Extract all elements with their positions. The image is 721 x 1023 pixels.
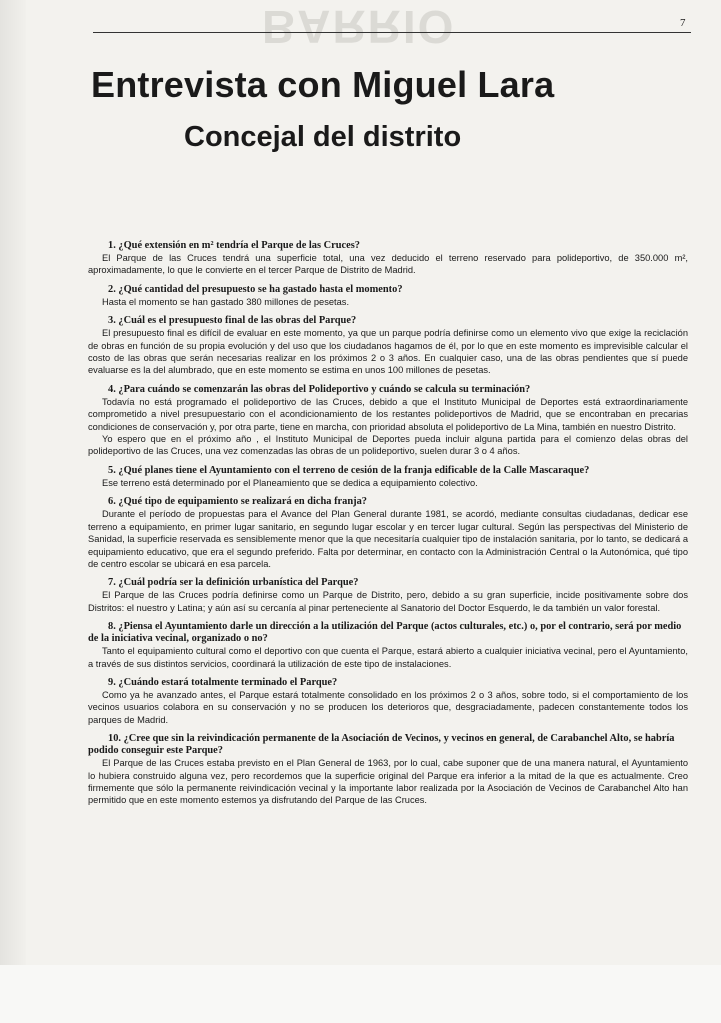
qa-item-9 bbox=[88, 677, 688, 726]
answer-7: El Parque de las Cruces podría definirse como un Parque de Distrito, pero, debido a su gran superficie, incide positivamente sobre dos Distritos: el nuestro y Latina; y aún así su cercanía al pinar perteneciente al Sanatorio del Doctor Esquerdo, le da también un valor forestal. bbox=[88, 590, 688, 613]
question-3: 3. ¿Cuál es el presupuesto final de las obras del Parque? bbox=[108, 315, 357, 327]
answer-2: Hasta el momento se han gastado 380 millones de pesetas. bbox=[102, 296, 350, 307]
answer-3: El presupuesto final es difícil de evaluar en este momento, ya que un parque podría definirse como un elemento vivo que exige la reciclación de obras en función de su propia evolución y del uso que los ciudadanos hagamos de él, por lo que en este momento es imprevisible calcular el costo de las obras que serán necesarias realizar en los próximos 2 o 3 años. En cualquier caso, una de las obras pendientes que sí puede evaluarse es la del alumbrado, que en este momento se estima en unos 100 millones de pesetas. bbox=[88, 328, 688, 376]
answer-1: El Parque de las Cruces tendrá una superficie total, una vez deducido el terreno reservado para polideportivo, de 350.000 m², aproximadamente, lo que le convierte en el tercer Parque de Distrito de Madrid. bbox=[88, 253, 688, 276]
qa-item-5 bbox=[88, 465, 688, 489]
article-subtitle: Concejal del distrito bbox=[184, 121, 462, 153]
qa-item-8 bbox=[88, 621, 688, 670]
qa-item-6 bbox=[88, 496, 688, 570]
question-1: 1. ¿Qué extensión en m² tendría el Parque de las Cruces? bbox=[108, 240, 360, 251]
bleed-through-ghost-text: BARRIO bbox=[262, 1, 456, 53]
page-number: 7 bbox=[680, 17, 686, 29]
answer-6: Durante el período de propuestas para el Avance del Plan General durante 1981, se acordó, mediante consultas ciudadanas, dedicar ese terreno a equipamiento, en primer lugar sanitario, en segundo lugar escolar y en tercer lugar cultural. Según las perspectivas del Ministerio de Sanidad, la superficie reservada es sensiblemente menor que la que necesitaría cualquier tipo de instalación sanitaria, por lo tanto, se dedicará a equipamiento educativo, que era el segundo preferido. Falta por determinar, en contacto con la Administración Central o la Autonómica, qué tipo de centro escolar se ubicará en esa parcela. bbox=[88, 509, 688, 569]
answer-4-paragraph-1: Todavía no está programado el polideportivo de las Cruces, debido a que el Instituto Municipal de Deportes está extraordinariamente comprometido a nivel presupuestario con el acondicionamiento de los restantes polideportivos de Madrid, que se encontraban en precarias condiciones de conservación y, por otra parte, tiene en marcha, con prioridad absoluta el polideportivo de La Mina, también en nuestro Distrito. bbox=[88, 396, 688, 432]
answer-9: Como ya he avanzado antes, el Parque estará totalmente consolidado en los próximos 2 o 3 años, sobre todo, si el comportamiento de los vecinos usuarios colabora en su conservación y no se producen los deterioros que, desgraciadamente, padecen constantemente todos los parques de Madrid. bbox=[88, 689, 688, 725]
question-8: 8. ¿Piensa el Ayuntamiento darle un dirección a la utilización del Parque (actos culturales, etc.) o, por el contrario, será por medio de la iniciativa vecinal, organizado o no? bbox=[88, 621, 682, 645]
answer-5: Ese terreno está determinado por el Planeamiento que se dedica a equipamiento colectivo. bbox=[102, 477, 478, 488]
qa-item-4 bbox=[88, 384, 688, 458]
question-6: 6. ¿Qué tipo de equipamiento se realizará en dicha franja? bbox=[108, 496, 367, 508]
answer-8: Tanto el equipamiento cultural como el deportivo con que cuenta el Parque, estará abierto a cualquier iniciativa vecinal, pero el Ayuntamiento, a través de sus distintos servicios, coordinará la utilización de este tipo de instalaciones. bbox=[88, 646, 688, 669]
question-4: 4. ¿Para cuándo se comenzarán las obras del Polideportivo y cuándo se calcula su terminación? bbox=[108, 383, 531, 395]
question-2: 2. ¿Qué cantidad del presupuesto se ha gastado hasta el momento? bbox=[108, 283, 403, 295]
article-title: Entrevista con Miguel Lara bbox=[91, 64, 555, 105]
page-left-edge bbox=[0, 0, 26, 1023]
page-bottom-margin bbox=[0, 965, 721, 1023]
answer-4-paragraph-2: Yo espero que en el próximo año , el Instituto Municipal de Deportes pueda incluir alguna partida para el comienzo delas obras del polideportivo de las Cruces, una vez comenzadas las obras de un polideportivo, suelen durar 3 o 4 años. bbox=[88, 434, 688, 457]
interview-body bbox=[88, 240, 688, 814]
question-7: 7. ¿Cuál podría ser la definición urbanística del Parque? bbox=[108, 577, 359, 589]
qa-item-2 bbox=[88, 284, 688, 308]
qa-item-3 bbox=[88, 315, 688, 377]
qa-item-10 bbox=[88, 733, 688, 807]
question-9: 9. ¿Cuándo estará totalmente terminado el Parque? bbox=[108, 676, 338, 688]
answer-10: El Parque de las Cruces estaba previsto en el Plan General de 1963, por lo cual, cabe suponer que de una manera natural, el Ayuntamiento lo hubiera construido alguna vez, pero recordemos que la superficie original del Parque era inferior a la mitad de la que es actualmente. Creo firmemente que sólo la permanente reivindicación vecinal y la importante labor realizada por la Asociación de Vecinos de Carabanchel Alto han permitido que en este momento estemos ya disfrutando del Parque de las Cruces. bbox=[88, 758, 688, 806]
header-rule bbox=[93, 32, 691, 33]
question-5: 5. ¿Qué planes tiene el Ayuntamiento con el terreno de cesión de la franja edificable de la Calle Mascaraque? bbox=[108, 464, 590, 476]
question-10: 10. ¿Cree que sin la reivindicación permanente de la Asociación de Vecinos, y vecinos en general, de Carabanchel Alto, se habría podido conseguir este Parque? bbox=[88, 733, 675, 757]
qa-item-1 bbox=[88, 240, 688, 277]
qa-item-7 bbox=[88, 577, 688, 614]
